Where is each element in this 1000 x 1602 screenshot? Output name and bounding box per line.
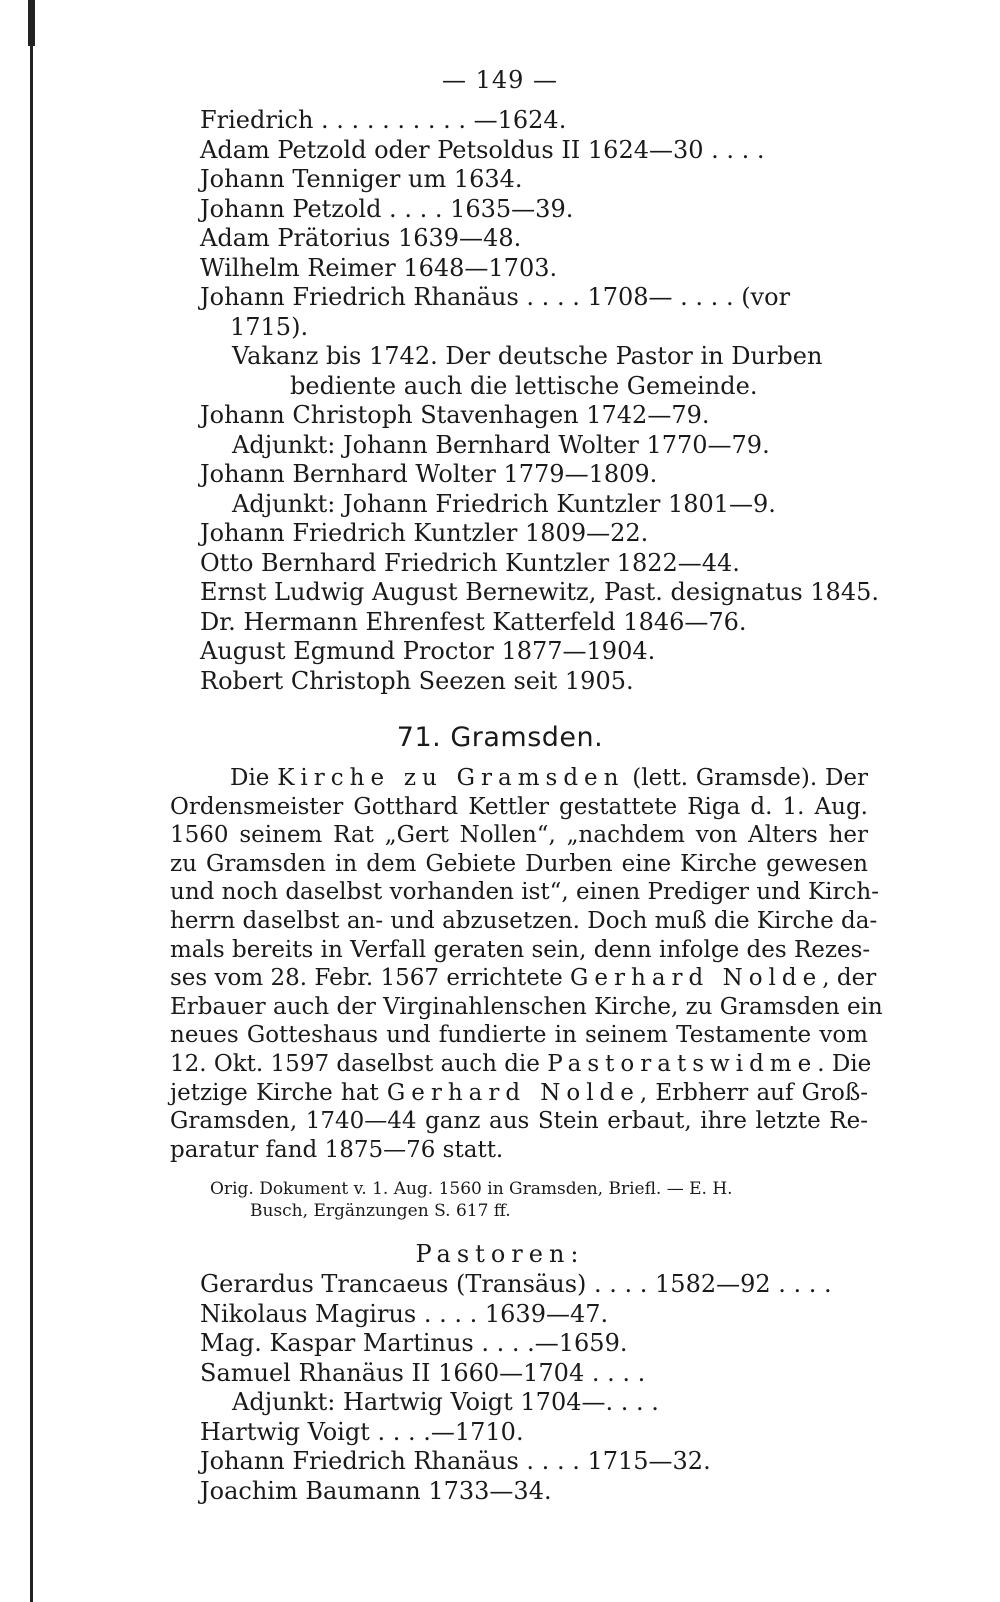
body-line	[170, 936, 871, 965]
body-line	[170, 993, 883, 1022]
list-entry: Dr. Hermann Ehrenfest Katterfeld 1846—76.	[200, 607, 747, 636]
text-run: ses vom 28. Febr. 1567 errichtete	[170, 965, 571, 992]
body-line	[170, 1050, 872, 1079]
list-entry: Mag. Kaspar Martinus . . . .—1659.	[200, 1329, 628, 1357]
body-line	[170, 1079, 868, 1108]
body-line	[170, 964, 877, 993]
list-entry: Gerardus Trancaeus (Transäus) . . . . 1582—92 . . . .	[200, 1270, 832, 1298]
text-run: . Die	[817, 1050, 872, 1077]
text-run: neues Gotteshaus und fundierte in seinem Testamente vom	[170, 1022, 868, 1049]
spaced-emphasis: Gerhard Nolde	[386, 1079, 640, 1106]
text-run: paratur fand 1875—76 statt.	[170, 1136, 504, 1163]
list-entry: Nikolaus Magirus . . . . 1639—47.	[200, 1299, 609, 1328]
section-body-text	[170, 764, 883, 1164]
list-entry: August Egmund Proctor 1877—1904.	[200, 637, 656, 665]
text-run: zu Gramsden in dem Gebiete Durben eine Kirche gewesen	[170, 850, 868, 877]
list-entry: Wilhelm Reimer 1648—1703.	[200, 253, 558, 282]
source-citation	[210, 1178, 870, 1222]
page-number: — 149 —	[441, 66, 559, 94]
section-title: 71. Gramsden.	[396, 722, 604, 753]
pastor-list-bottom	[200, 1270, 890, 1506]
text-run: Gramsden, 1740—44 ganz aus Stein erbaut, ihre letzte Re-	[170, 1108, 868, 1135]
body-line	[170, 907, 878, 936]
list-entry: Johann Friedrich Kuntzler 1809—22.	[200, 519, 649, 547]
text-run: jetzige Kirche hat	[170, 1079, 387, 1106]
text-run: , Erbherr auf Groß-	[639, 1079, 868, 1106]
list-entry: Samuel Rhanäus II 1660—1704 . . . .	[200, 1358, 646, 1387]
list-entry: Adjunkt: Johann Friedrich Kuntzler 1801—9.	[232, 489, 776, 518]
pastoren-heading: Pastoren:	[415, 1240, 585, 1268]
text-run: 12. Okt. 1597 daselbst auch die	[170, 1050, 548, 1077]
list-entry: Robert Christoph Seezen seit 1905.	[200, 666, 634, 695]
body-line	[170, 793, 868, 822]
body-line	[170, 1021, 868, 1050]
list-entry: Johann Friedrich Rhanäus . . . . 1715—32.	[200, 1447, 711, 1475]
text-run: mals bereits in Verfall geraten sein, denn infolge des Rezes-	[170, 936, 871, 963]
pastor-list-top	[200, 106, 890, 696]
source-line-1: Orig. Dokument v. 1. Aug. 1560 in Gramsden, Briefl. — E. H.	[210, 1179, 733, 1199]
text-run: (lett. Gramsde). Der	[624, 765, 869, 791]
text-run: Erbauer auch der Virginahlenschen Kirche, zu Gramsden ein	[170, 993, 883, 1020]
list-entry: Adjunkt: Johann Bernhard Wolter 1770—79.	[232, 430, 770, 459]
text-run: , der	[822, 965, 877, 992]
list-entry: Ernst Ludwig August Bernewitz, Past. designatus 1845.	[200, 578, 879, 606]
body-line	[170, 1107, 868, 1136]
list-entry: Vakanz bis 1742. Der deutsche Pastor in Durben bediente auch die lettische Gemeinde.	[232, 342, 823, 400]
spaced-emphasis: Kirche zu Gramsden	[277, 765, 625, 791]
scan-edge	[30, 0, 33, 1602]
text-run: herrn daselbst an- und abzusetzen. Doch muß die Kirche da-	[170, 907, 878, 934]
list-entry: Hartwig Voigt . . . .—1710.	[200, 1417, 524, 1446]
spaced-emphasis: Pastoratswidme	[547, 1050, 818, 1077]
list-entry: Johann Tenniger um 1634.	[200, 165, 523, 193]
list-entry: 1715).	[230, 312, 309, 341]
body-line	[170, 821, 868, 850]
text-run: und noch daselbst vorhanden ist“, einen Prediger und Kirch-	[170, 879, 880, 906]
text-run: Ordensmeister Gotthard Kettler gestattete Riga d. 1. Aug.	[170, 793, 868, 820]
body-line	[170, 850, 868, 879]
list-entry: Johann Petzold . . . . 1635—39.	[200, 194, 574, 223]
body-line	[170, 878, 880, 907]
list-entry: Adjunkt: Hartwig Voigt 1704—. . . .	[232, 1388, 659, 1416]
list-entry: Friedrich . . . . . . . . . . —1624.	[200, 106, 567, 134]
body-line	[170, 1136, 868, 1165]
body-line	[170, 764, 868, 793]
list-entry: Otto Bernhard Friedrich Kuntzler 1822—44.	[200, 548, 740, 577]
list-entry: Johann Bernhard Wolter 1779—1809.	[200, 460, 658, 488]
text-run: Die	[230, 765, 278, 791]
spaced-emphasis: Gerhard Nolde	[570, 965, 823, 992]
text-run: 1560 seinem Rat „Gert Nollen“, „nachdem von Alters her	[170, 822, 868, 849]
source-line-2: Busch, Ergänzungen S. 617 ff.	[250, 1201, 511, 1221]
list-entry: Adam Petzold oder Petsoldus II 1624—30 . . . .	[200, 135, 765, 164]
list-entry: Johann Christoph Stavenhagen 1742—79.	[200, 401, 710, 429]
list-entry: Adam Prätorius 1639—48.	[200, 224, 522, 252]
list-entry: Johann Friedrich Rhanäus . . . . 1708— . . . . (vor	[200, 283, 791, 311]
list-entry: Joachim Baumann 1733—34.	[200, 1476, 552, 1505]
